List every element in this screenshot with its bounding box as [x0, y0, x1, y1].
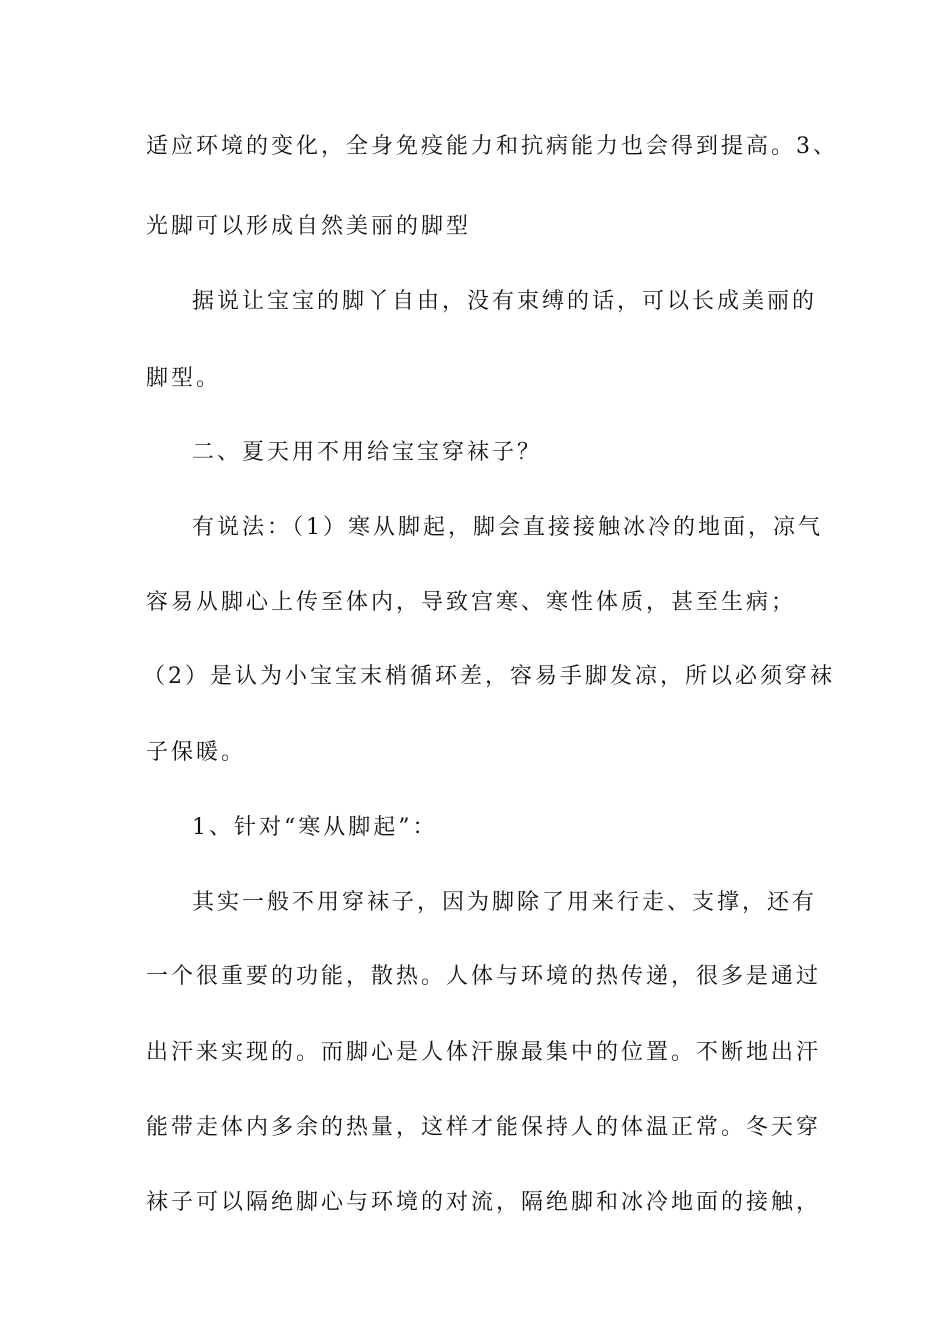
- text-line: 适应环境的变化，全身免疫能力和抗病能力也会得到提高。3、: [146, 134, 838, 159]
- text-line: 一个很重要的功能，散热。人体与环境的热传递，很多是通过: [146, 964, 822, 989]
- text-line: 子保暖。: [146, 740, 247, 765]
- text-line: 袜子可以隔绝脚心与环境的对流，隔绝脚和冰冷地面的接触，: [146, 1190, 822, 1215]
- text-line: 能带走体内多余的热量，这样才能保持人的体温正常。冬天穿: [146, 1115, 822, 1140]
- text-line: 出汗来实现的。而脚心是人体汗腺最集中的位置。不断地出汗: [146, 1040, 822, 1065]
- text-line: 脚型。: [146, 366, 222, 391]
- text-line: 容易从脚心上传至体内，导致宫寒、寒性体质，甚至生病；: [146, 590, 797, 615]
- section-heading: 二、夏天用不用给宝宝穿袜子？: [192, 440, 543, 465]
- text-line: （2）是认为小宝宝末梢循环差，容易手脚发凉，所以必须穿袜: [143, 664, 835, 689]
- subsection-heading: 1、针对“寒从脚起”：: [192, 815, 438, 840]
- paragraph-start: 据说让宝宝的脚丫自由，没有束缚的话，可以长成美丽的: [192, 289, 818, 314]
- paragraph-start: 其实一般不用穿袜子，因为脚除了用来行走、支撑，还有: [192, 890, 818, 915]
- section-heading: 光脚可以形成自然美丽的脚型: [146, 214, 472, 239]
- paragraph-start: 有说法：（1）寒从脚起，脚会直接接触冰冷的地面，凉气: [192, 515, 823, 540]
